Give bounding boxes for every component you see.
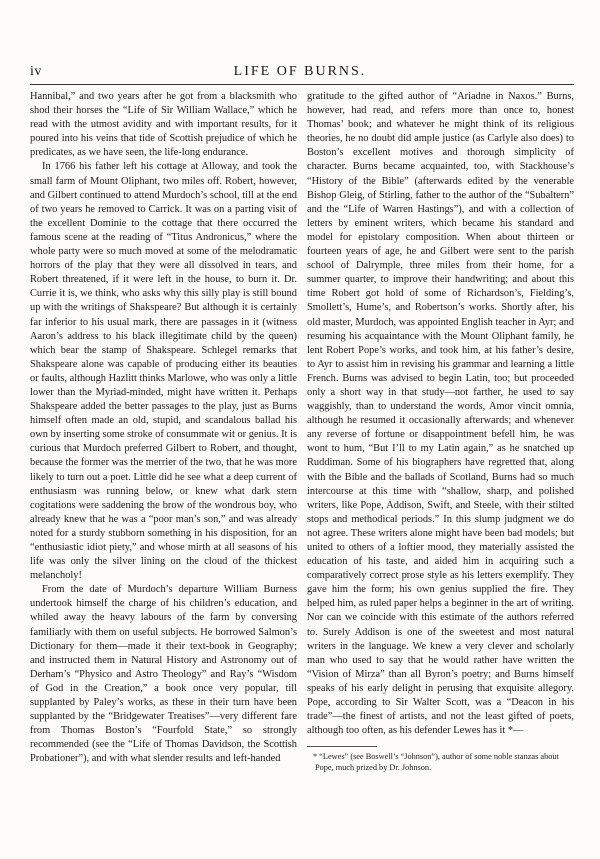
running-title: LIFE OF BURNS.	[233, 64, 367, 79]
footnote-rule	[307, 746, 377, 747]
paragraph: Hannibal,” and two years after he got from a blacksmith who shod their horses the “Life of Sir William Wallace,” which he read with the utmost avidity and with important results, for it poured into his veins that tide of Scottish prejudice of which he predicates, as we have seen, the life-long endurance.	[30, 91, 297, 159]
left-column	[30, 90, 297, 767]
header-rule	[30, 84, 574, 85]
page-number: iv	[30, 64, 42, 79]
paragraph: gratitude to the gifted author of “Ariadne in Naxos.” Burns, however, had read, and refers more than once to, honest Thomas’ book; and whatever he might think of its religious theories, he no doubt did ample justice (as Carlyle also does) to Boston’s excellent motives and thorough simplicity of character. Burns became acquainted, too, with Stackhouse’s “History of the Bible” (afterwards edited by the venerable Bishop Gleig, of Stirling, father to the author of the “Subaltern” and the “Life of Warren Hastings”), and with a collection of letters by eminent writers, which became his standard and model for epistolary composition. When about thirteen or fourteen years of age, he and Gilbert were sent to the parish school of Dalrymple, three miles from their home, for a summer quarter, to improve their handwriting; and about this time Robert got hold of some of Richardson’s, Fielding’s, Smollett’s, Hume’s, and Robertson’s works. Shortly after, his old master, Murdoch, was appointed English teacher in Ayr; and resuming his acquaintance with the Mount Oliphant family, he lent Robert Pope’s works, and took him, at his father’s desire, to Ayr to assist him in revising his grammar and learning a little French. Burns was advised to begin Latin, too; but proceeded only a short way in that study—not farther, he used to say waggishly, than to understand the words, Amor vincit omnia, although he resumed it occasionally afterwards; and whenever any reverse of fortune or disappointment befell him, he was wont to hum, “But I’ll to my Latin again,” as he snatched up Ruddiman. Some of his biographers have regretted that, along with the Bible and the ballads of Scotland, Burns had so much intercourse at this time with “shallow, sharp, and polished writers, like Pope, Addison, Swift, and Steele, with their stilted stops and methodical periods.” In this slump judgment we do not agree. These writers alone might have been bad models; but united to others of a loftier mood, they materially assisted the education of his taste, and aided him in acquiring such a comparatively correct prose style as his letters exemplify. They gave him the form; his own genius supplied the fire. They helped him, as ruled paper helps a beginner in the art of writing. Nor can we coincide with this estimate of the authors referred to. Surely Addison is one of the sweetest and most natural writers in the language. We knew a very clever and scholarly man who used to say that he would rather have written the “Vision of Mirza” than all Byron’s poetry; and Burns himself speaks of his early delight in perusing that exquisite allegory. Pope, according to Sir Walter Scott, was a “Deacon in his trade”—the finest of artists, and not the least gifted of poets, although too often, as his defender Lewes has it *—	[307, 91, 574, 737]
footnote: * “Lewes” (see Boswell’s “Johnson”), author of some noble stanzas about Pope, much prized by Dr. Johnson.	[313, 752, 559, 773]
paragraph: In 1766 his father left his cottage at Alloway, and took the small farm of Mount Oliphant, two miles off. Robert, however, and Gilbert continued to attend Murdoch’s school, till at the end of two years he removed to Carrick. It was on a parting visit of the excellent Dominie to the cottage that there occurred the famous scene at the reading of “Titus Andronicus,” where the whole party were so much moved at some of the melodramatic horrors of the play that they were all dissolved in tears, and Robert threatened, if it were left in the house, to burn it. Dr. Currie it is, we think, who asks why this silly play is still bound up with the writings of Shakspeare? But although it is certainly far inferior to his usual mark, there are passages in it (witness Aaron’s address to his black illegitimate child by the queen) which bear the stamp of Shakspeare. Schlegel remarks that Shakspeare alone was capable of producing either its beauties or faults, although Hazlitt thinks Marlowe, who was only a little lower than the Myriad-minded, might have written it. Perhaps Shakspeare added the better passages to the play, just as Burns himself often made an old, stupid, and scandalous ballad his own by inserting some stroke of consummate wit or genius. It is curious that Murdoch preferred Gilbert to Robert, and thought, because the former was the merrier of the two, that he was more likely to turn out a poet. Little did he see what a deep current of enthusiasm was running below, or knew what dark stern cogitations were saddening the brow of the wondrous boy, who already knew that he was a “poor man’s son,” and was already noted for a sturdy stubborn something in his disposition, for an “enthusiastic idiot piety,” and whose mirth at all seasons of his life was only the silver lining on the cloud of the thickest melancholy!	[30, 161, 297, 582]
paragraph: From the date of Murdoch’s departure William Burness undertook himself the charge of his children’s education, and whiled away the heavy labours of the farm by conversing familiarly with them on useful subjects. He borrowed Salmon’s Dictionary for them—made it their text-book in Geography; and instructed them in Natural History and Astronomy out of Derham’s “Physico and Astro Theology” and Ray’s “Wisdom of God in the Creation,” a book once very popular, till supplanted by Paley’s works, as these in their turn have been supplanted by the “Bridgewater Treatises”—very different fare from Thomas Boston’s “Fourfold State,” so strongly recommended (see the “Life of Thomas Davidson, the Scottish Probationer”), and with what slender results and left-handed	[30, 584, 297, 765]
right-column	[307, 90, 574, 773]
